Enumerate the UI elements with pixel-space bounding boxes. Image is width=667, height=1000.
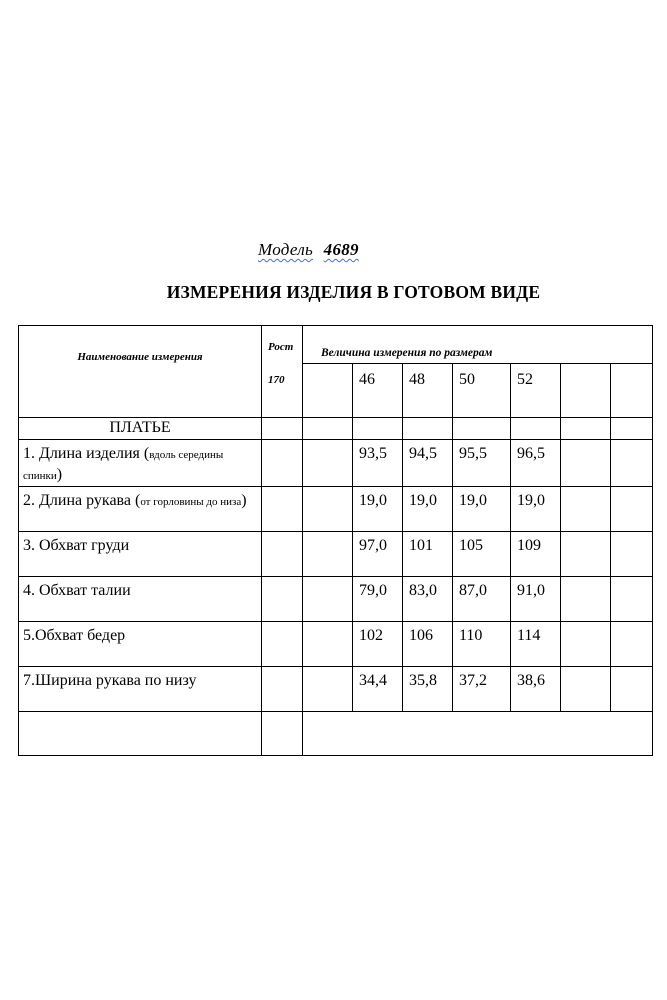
rost-label: Рост xyxy=(268,341,294,353)
empty-cell xyxy=(611,418,653,440)
value-52: 19,0 xyxy=(511,487,561,532)
table-row xyxy=(19,622,653,667)
value-50: 87,0 xyxy=(453,577,511,622)
section-title: ПЛАТЬЕ xyxy=(19,418,262,440)
empty-cell xyxy=(561,487,611,532)
table-row xyxy=(19,440,653,487)
empty-cell xyxy=(303,440,353,487)
header-name-column: Наименование измерения xyxy=(19,326,262,418)
size-cell-empty xyxy=(303,364,353,418)
size-50: 50 xyxy=(453,364,511,418)
size-52: 52 xyxy=(511,364,561,418)
value-46: 19,0 xyxy=(353,487,403,532)
measurement-name: 2. Длина рукава (от горловины до низа) xyxy=(19,487,262,532)
empty-cell xyxy=(262,418,303,440)
measurement-name: 4. Обхват талии xyxy=(19,577,262,622)
value-50: 95,5 xyxy=(453,440,511,487)
measurement-name: 1. Длина изделия (вдоль середины спинки) xyxy=(19,440,262,487)
value-50: 37,2 xyxy=(453,667,511,712)
empty-cell xyxy=(561,532,611,577)
page-title: ИЗМЕРЕНИЯ ИЗДЕЛИЯ В ГОТОВОМ ВИДЕ xyxy=(166,282,541,302)
value-46: 34,4 xyxy=(353,667,403,712)
measurement-name: 3. Обхват груди xyxy=(19,532,262,577)
empty-cell xyxy=(353,418,403,440)
empty-cell xyxy=(262,712,303,756)
empty-cell xyxy=(611,622,653,667)
value-52: 109 xyxy=(511,532,561,577)
empty-cell xyxy=(303,532,353,577)
empty-cell xyxy=(611,532,653,577)
table-row xyxy=(19,577,653,622)
table-row xyxy=(19,532,653,577)
empty-cell xyxy=(303,577,353,622)
value-46: 102 xyxy=(353,622,403,667)
value-50: 105 xyxy=(453,532,511,577)
measurements-table xyxy=(18,325,653,756)
value-46: 93,5 xyxy=(353,440,403,487)
value-52: 114 xyxy=(511,622,561,667)
empty-cell xyxy=(561,440,611,487)
model-label: Модель xyxy=(258,240,314,259)
model-number: 4689 xyxy=(323,240,359,259)
size-48: 48 xyxy=(403,364,453,418)
empty-cell xyxy=(19,712,262,756)
value-48: 83,0 xyxy=(403,577,453,622)
value-48: 35,8 xyxy=(403,667,453,712)
size-cell-empty xyxy=(561,364,611,418)
empty-cell xyxy=(511,418,561,440)
value-48: 19,0 xyxy=(403,487,453,532)
value-52: 38,6 xyxy=(511,667,561,712)
empty-cell xyxy=(262,622,303,667)
table-row xyxy=(19,667,653,712)
measurement-name: 7.Ширина рукава по низу xyxy=(19,667,262,712)
value-46: 97,0 xyxy=(353,532,403,577)
empty-cell xyxy=(303,712,653,756)
empty-cell xyxy=(262,532,303,577)
empty-cell xyxy=(561,667,611,712)
empty-cell xyxy=(561,577,611,622)
empty-cell xyxy=(303,667,353,712)
value-46: 79,0 xyxy=(353,577,403,622)
empty-cell xyxy=(453,418,511,440)
value-48: 94,5 xyxy=(403,440,453,487)
empty-cell xyxy=(303,418,353,440)
value-52: 96,5 xyxy=(511,440,561,487)
empty-cell xyxy=(611,577,653,622)
header-rost xyxy=(262,326,303,418)
empty-cell xyxy=(611,667,653,712)
empty-cell xyxy=(262,667,303,712)
measurement-name: 5.Обхват бедер xyxy=(19,622,262,667)
table-row-empty xyxy=(19,712,653,756)
size-cell-empty xyxy=(611,364,653,418)
table-row xyxy=(19,487,653,532)
value-48: 106 xyxy=(403,622,453,667)
header-size-column: Величина измерения по размерам xyxy=(303,326,653,364)
empty-cell xyxy=(561,418,611,440)
value-52: 91,0 xyxy=(511,577,561,622)
empty-cell xyxy=(262,577,303,622)
empty-cell xyxy=(611,487,653,532)
value-50: 19,0 xyxy=(453,487,511,532)
size-46: 46 xyxy=(353,364,403,418)
value-50: 110 xyxy=(453,622,511,667)
empty-cell xyxy=(303,622,353,667)
rost-value: 170 xyxy=(268,374,285,386)
model-heading xyxy=(258,240,359,260)
empty-cell xyxy=(262,487,303,532)
value-48: 101 xyxy=(403,532,453,577)
empty-cell xyxy=(403,418,453,440)
empty-cell xyxy=(303,487,353,532)
empty-cell xyxy=(611,440,653,487)
empty-cell xyxy=(262,440,303,487)
empty-cell xyxy=(561,622,611,667)
